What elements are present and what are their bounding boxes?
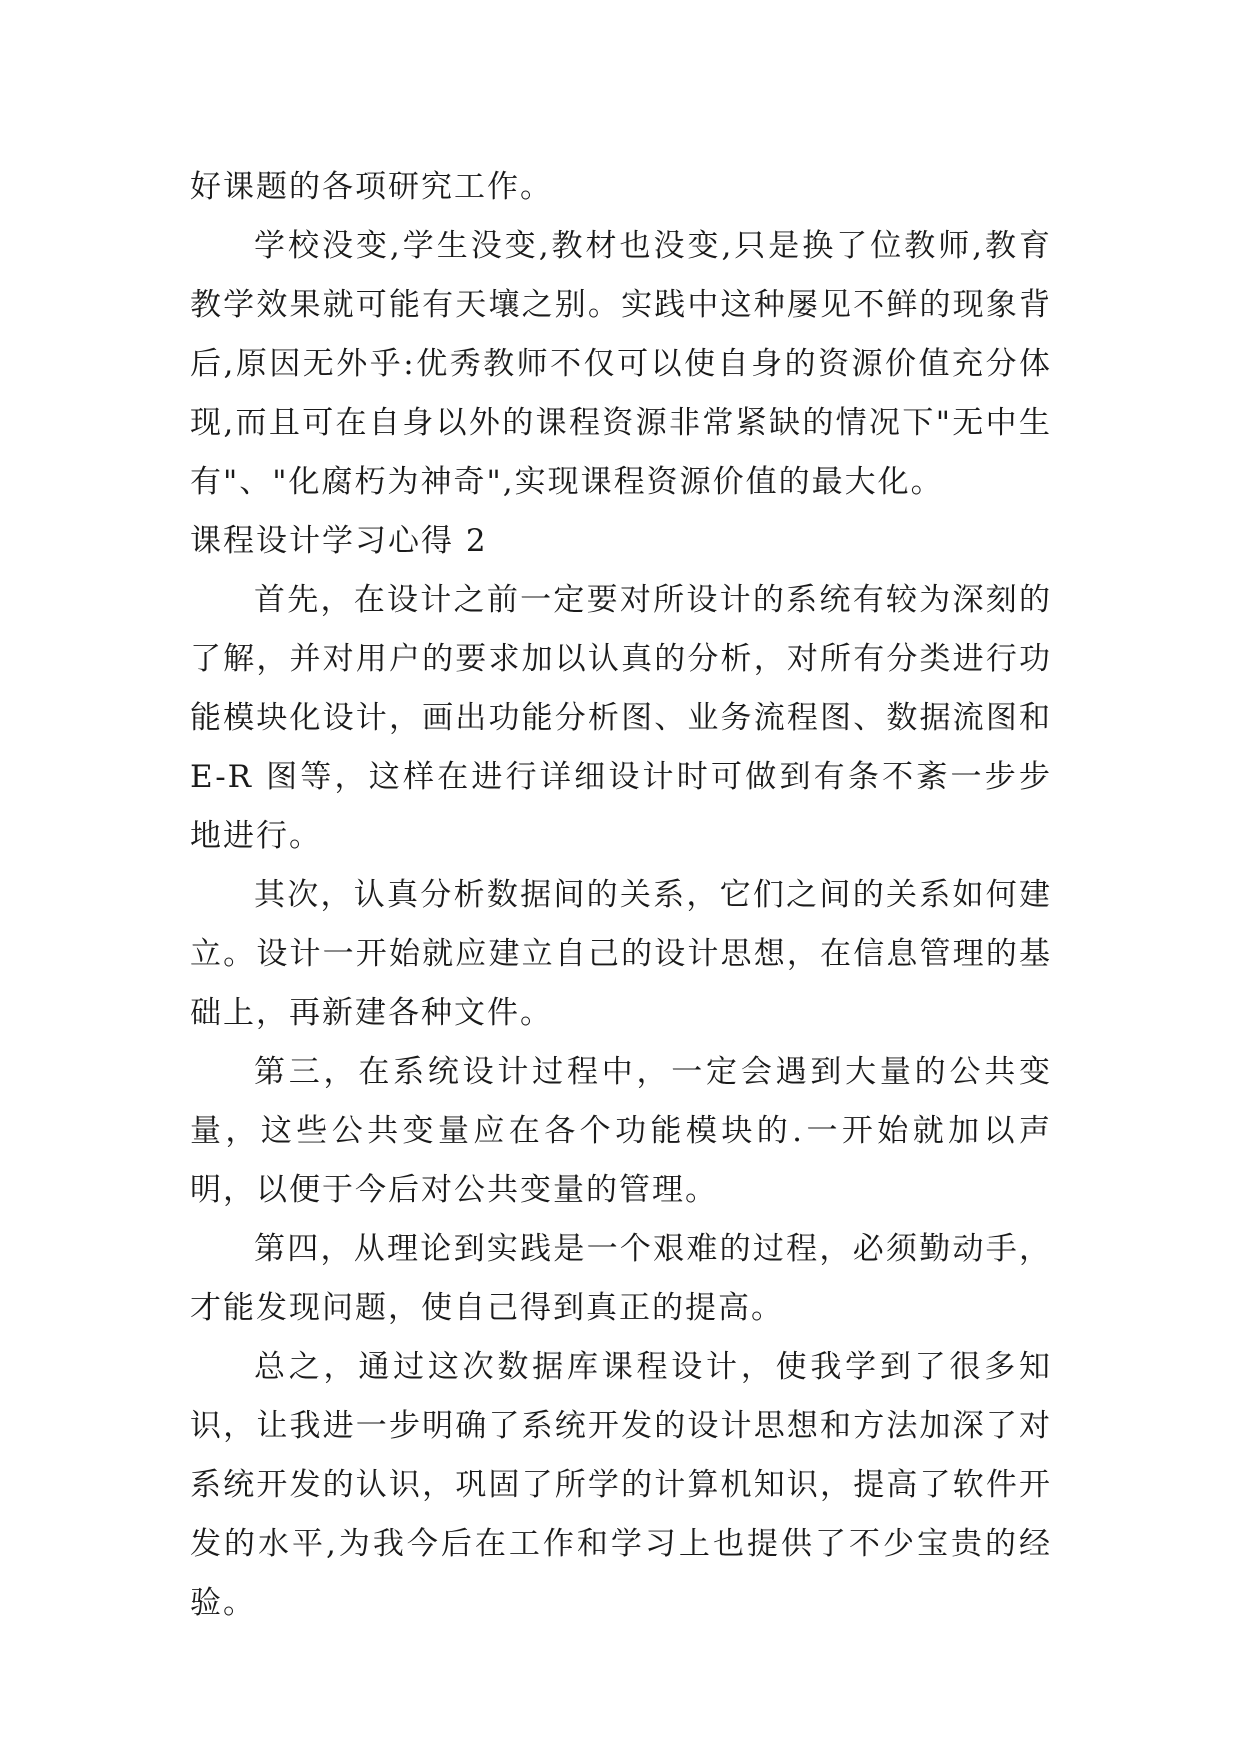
section-heading: 课程设计学习心得 2	[190, 523, 488, 559]
paragraph-fourth: 第四，从理论到实践是一个艰难的过程，必须勤动手，才能发现问题，使自己得到真正的提高。	[190, 1231, 1052, 1326]
paragraph-third: 第三，在系统设计过程中，一定会遇到大量的公共变量，这些公共变量应在各个功能模块的.一开始就加以声明，以便于今后对公共变量的管理。	[190, 1054, 1052, 1208]
document-body	[190, 158, 1052, 1633]
paragraph-continuation: 好课题的各项研究工作。	[190, 169, 553, 205]
paragraph-first: 首先，在设计之前一定要对所设计的系统有较为深刻的了解，并对用户的要求加以认真的分析，对所有分类进行功能模块化设计，画出功能分析图、业务流程图、数据流图和E-R 图等，这样在进行详细设计时可做到有条不紊一步步地进行。	[190, 582, 1052, 854]
paragraph-teacher-resource: 学校没变,学生没变,教材也没变,只是换了位教师,教育教学效果就可能有天壤之别。实践中这种屡见不鲜的现象背后,原因无外乎:优秀教师不仅可以使自身的资源价值充分体现,而且可在自身以外的课程资源非常紧缺的情况下"无中生有"、"化腐朽为神奇",实现课程资源价值的最大化。	[190, 228, 1052, 500]
paragraph-summary: 总之，通过这次数据库课程设计，使我学到了很多知识，让我进一步明确了系统开发的设计思想和方法加深了对系统开发的认识，巩固了所学的计算机知识，提高了软件开发的水平,为我今后在工作和学习上也提供了不少宝贵的经验。	[190, 1349, 1052, 1621]
paragraph-second: 其次，认真分析数据间的关系，它们之间的关系如何建立。设计一开始就应建立自己的设计思想，在信息管理的基础上，再新建各种文件。	[190, 877, 1052, 1031]
